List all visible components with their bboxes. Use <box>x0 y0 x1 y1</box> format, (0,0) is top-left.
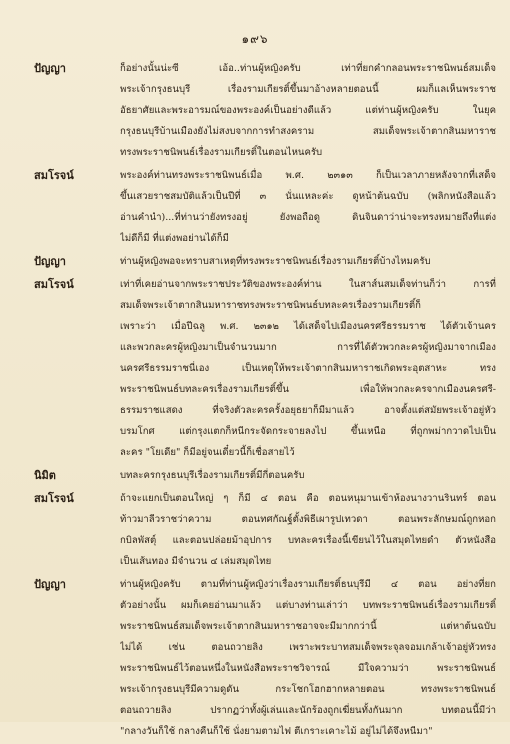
text-line: บรมโกศ แต่กรุงแตกก็หนีกระจัดกระจายลงไป ขึ้นเหนือ ที่ถูกพม่ากวาดไปเป็น <box>120 426 496 437</box>
text-line: ขึ้นเสวยราชสมบัติแล้วเป็นปีที่ ๓ นั่นแหละค่ะ ดูหน้าต้นฉบับ (พลิกหนังสือแล้ว <box>120 191 496 202</box>
speaker-name: สมโรจน์ <box>34 278 74 291</box>
text-line: พระเจ้ากรุงธนบุรี เรื่องรามเกียรติ์ขึ้นมาอ้างหลายตอนนี้ ผมก็แลเห็นพระราช <box>120 84 496 95</box>
dialogue-entry <box>34 574 496 742</box>
text-line: ท่านผู้หญิงครับ ตามที่ท่านผู้หญิงว่าเรื่องรามเกียรติ์ธนบุรีมี ๔ ตอน อย่างที่ยก <box>120 579 496 590</box>
text-line: ละคร "โยเดีย" ก็มีอยู่จนเดี๋ยวนี้ก็เชื่อสายไว้ <box>120 447 295 458</box>
text-line: สมเด็จพระเจ้าตากสินมหาราชทรงพระราชนิพนธ์บทละครเรื่องรามเกียรติ์ก็ <box>120 300 421 311</box>
speech-text <box>120 465 496 486</box>
text-line: ทรงพระราชนิพนธ์เรื่องรามเกียรติ์ในตอนไหนครับ <box>120 147 323 158</box>
speaker-name: สมโรจน์ <box>34 492 74 505</box>
dialogue-entry <box>34 488 496 572</box>
text-line: บทละครกรุงธนบุรีเรื่องรามเกียรติ์มีกี่ตอนครับ <box>120 470 305 481</box>
dialogue-entry <box>34 165 496 249</box>
text-line: พระองค์ท่านทรงพระราชนิพนธ์เมื่อ พ.ศ. ๒๓๑๓ ก็เป็นเวลาภายหลังจากที่เสด็จ <box>120 170 496 181</box>
text-line: พระราชนิพนธ์บทละครเรื่องรามเกียรติ์ขึ้น เพื่อให้พวกละครจากเมืองนครศรี- <box>120 384 496 395</box>
text-line: อ่านคำนำ)...ที่ท่านว่ายังทรงอยู่ ยังพอถือดู ดินจินดาว่าน่าจะทรงหมายถึงที่แต่ง <box>120 212 496 223</box>
speech-text <box>120 165 496 249</box>
text-line: ตัวอย่างนั้น ผมก็เคยอ่านมาแล้ว แต่บางท่านเล่าว่า บทพระราชนิพนธ์เรื่องรามเกียรติ์ <box>120 600 496 611</box>
text-line: ท่านผู้หญิงพอจะทราบสาเหตุที่ทรงพระราชนิพนธ์เรื่องรามเกียรติ์บ้างไหมครับ <box>120 256 431 267</box>
text-line: อัธยาศัยและพระอารมณ์ของพระองค์เป็นอย่างดีแล้ว แต่ท่านผู้หญิงครับ ในยุค <box>120 105 496 116</box>
text-line: เป็นเส้นทอง มีจำนวน ๔ เล่มสมุดไทย <box>120 556 272 567</box>
text-line: และพวกละครผู้หญิงมาเป็นจำนวนมาก การที่ได้ตัวพวกละครผู้หญิงมาจากเมือง <box>120 342 496 353</box>
text-line: พระราชนิพนธ์ไว้ตอนหนึ่งในหนังสือพระราชวิจารณ์ มีใจความว่า พระราชนิพนธ์ <box>120 663 496 674</box>
text-line: ธรรมราชแสดง ที่จริงตัวละครครั้งอยุธยาก็มีมาแล้ว อาจตั้งแต่สมัยพระเจ้าอยู่หัว <box>120 405 496 416</box>
speech-text <box>120 58 496 163</box>
speech-text <box>120 574 496 742</box>
speech-text <box>120 251 496 272</box>
text-line: พระราชนิพนธ์สมเด็จพระเจ้าตากสินมหาราชอาจจะมีมากกว่านี้ แต่หาต้นฉบับ <box>120 621 496 632</box>
text-line: ไม่ได้ เช่น ตอนถวายลิง เพราะพระบาทสมเด็จพระจุลจอมเกล้าเจ้าอยู่หัวทรง <box>120 642 496 653</box>
speaker-name: สมโรจน์ <box>34 169 74 182</box>
text-line: ท้าวมาลีวราชว่าความ ตอนทศกัณฐ์ตั้งพิธีเผารูปเทวดา ตอนพระลักษมณ์ถูกหอก <box>120 514 496 525</box>
text-line: ตอนถวายลิง ปรากฏว่าทั้งผู้เล่นและนักร้องถูกเฆี่ยนทั้งกันมาก บทตอนนี้มีว่า <box>120 705 496 716</box>
dialogue-entry <box>34 465 496 486</box>
text-line: กรุงธนบุรีบ้านเมืองยังไม่สงบจากการทำสงคราม สมเด็จพระเจ้าตากสินมหาราช <box>120 126 496 137</box>
dialogue-entry <box>34 251 496 272</box>
speaker-name: ปัญญา <box>34 578 66 591</box>
text-line: ถ้าจะแยกเป็นตอนใหญ่ ๆ ก็มี ๔ ตอน คือ ตอนหนุมานเข้าห้องนางวานรินทร์ ตอน <box>120 493 496 504</box>
text-line: กบิลพัสตุ์ และตอนปล่อยม้าอุปการ บทละครเรื่องนี้เขียนไว้ในสมุดไทยดำ ตัวหนังสือ <box>120 535 496 546</box>
text-line: เท่าที่เคยอ่านจากพระราชประวัติของพระองค์ท่าน ในสาส์นสมเด็จท่านก็ว่า การที่ <box>120 279 496 290</box>
text-line: ก็อย่างนั้นน่ะซี เอ้อ..ท่านผู้หญิงครับ เท่าที่ยกคำกลอนพระราชนิพนธ์สมเด็จ <box>120 63 496 74</box>
dialogue-entry <box>34 274 496 463</box>
text-line: ไม่ดีก็มี ที่แต่งพอย่านได้ก็มี <box>120 233 229 244</box>
text-line: นครศรีธรรมราชนี่เอง เป็นเหตุให้พระเจ้าตากสินมหาราชเกิดพระอุตสาหะ ทรง <box>120 363 496 374</box>
speech-text <box>120 274 496 463</box>
text-line: "กลางวันก็ใช้ กลางคืนก็ใช้ นั่งยามตามไฟ ตีเกราะเคาะไม้ อยู่ไม่ได้จึงหนีมา" <box>120 726 433 737</box>
speaker-name: ปัญญา <box>34 255 66 268</box>
text-line: เพราะว่า เมื่อปีฉลู พ.ศ. ๒๓๑๒ ได้เสด็จไปเมืองนครศรีธรรมราช ได้ตัวเจ้านคร <box>120 321 496 332</box>
speaker-name: ปัญญา <box>34 62 66 75</box>
dialogue-body <box>34 58 496 744</box>
text-line: พระเจ้ากรุงธนบุรีมีความดูดัน กระโชกโฮกฮากหลายตอน ทรงพระราชนิพนธ์ <box>120 684 496 695</box>
dialogue-entry <box>34 58 496 163</box>
speaker-name: นิมิต <box>34 469 56 482</box>
speech-text <box>120 488 496 572</box>
page-number: ๑๙๖ <box>241 32 269 46</box>
